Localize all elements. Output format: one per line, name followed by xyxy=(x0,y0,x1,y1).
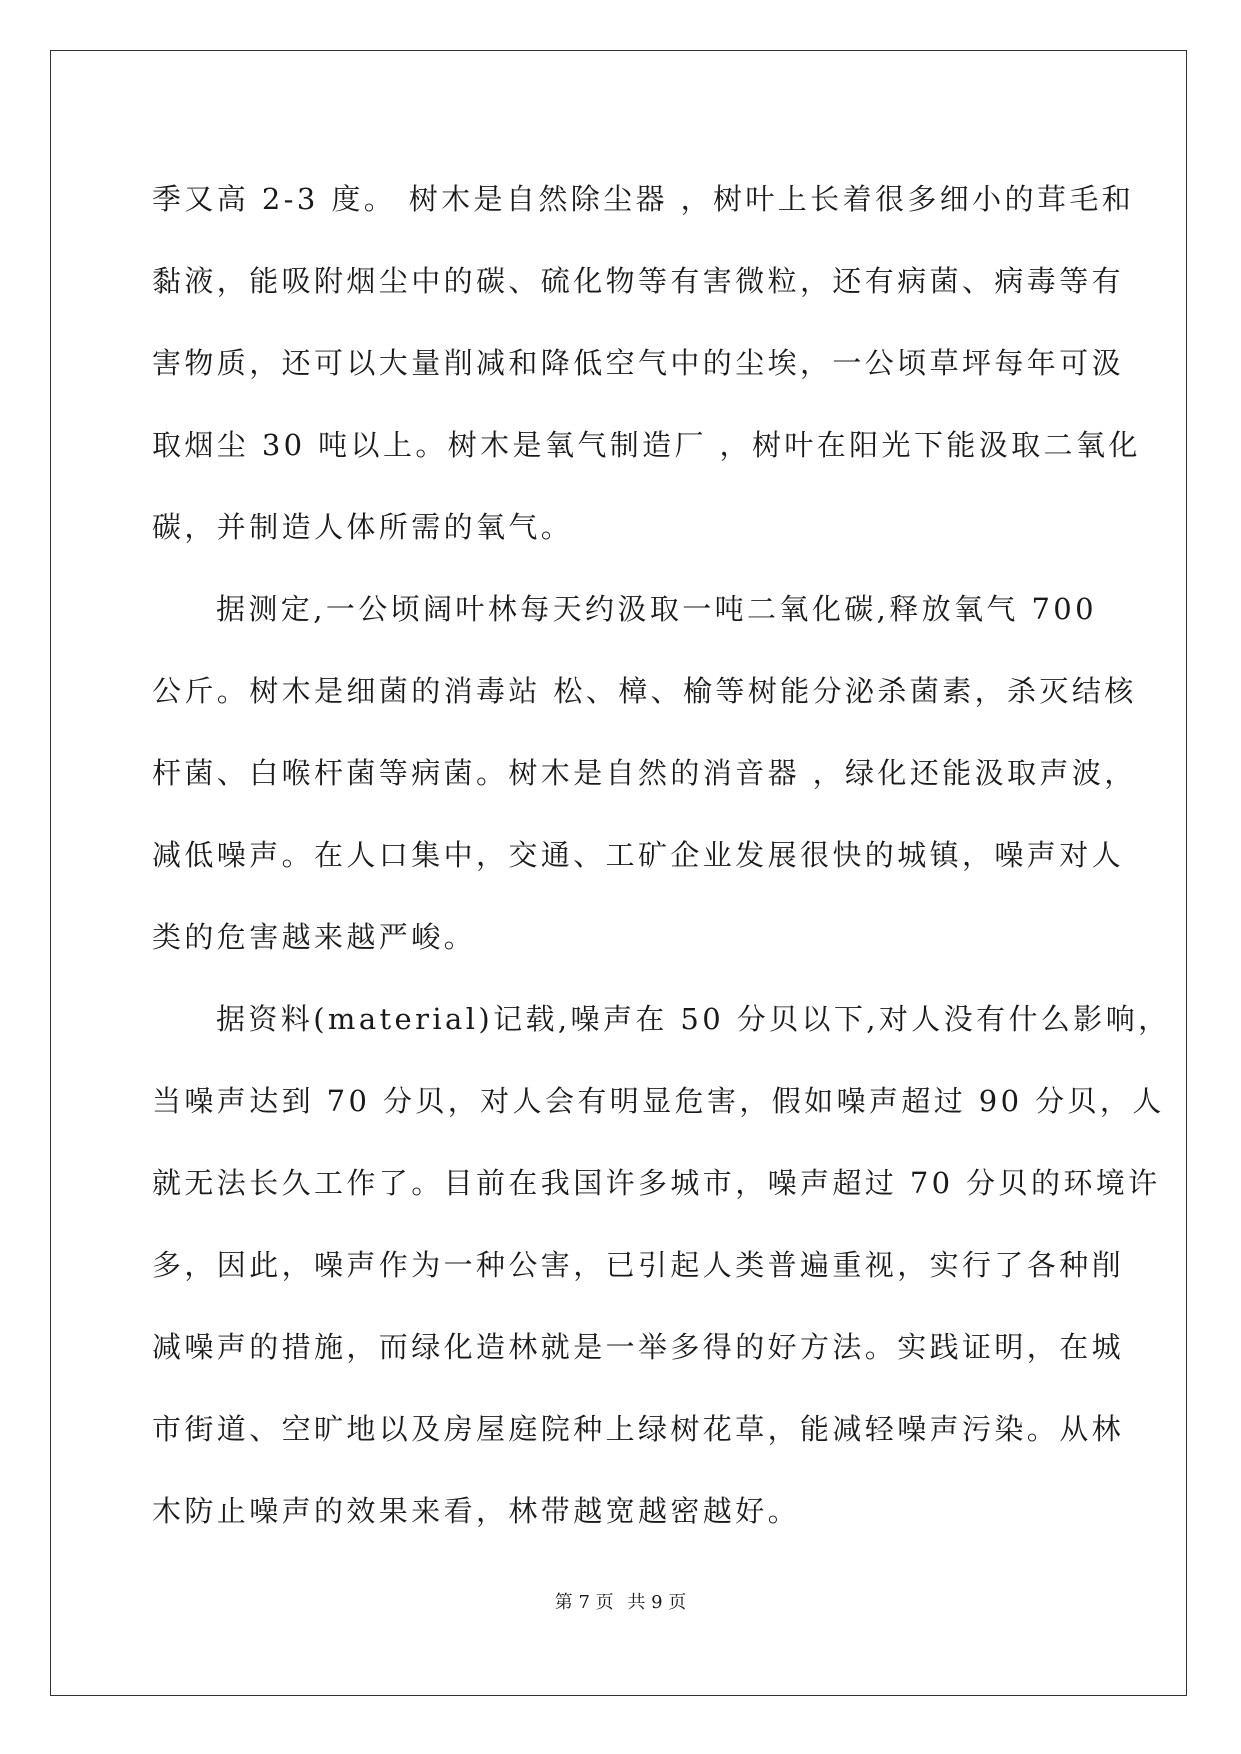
text-line: 当噪声达到 70 分贝，对人会有明显危害，假如噪声超过 90 分贝，人 xyxy=(152,1084,1165,1118)
text-line: 就无法长久工作了。目前在我国许多城市，噪声超过 70 分贝的环境许 xyxy=(152,1166,1161,1200)
page-total: 共 9 页 xyxy=(627,1592,687,1613)
text-line: 多，因此，噪声作为一种公害，已引起人类普遍重视，实行了各种削 xyxy=(152,1248,1125,1282)
page-footer xyxy=(0,1588,1241,1614)
text-line: 碳，并制造人体所需的氧气。 xyxy=(152,510,574,544)
text-line: 据资料(material)记载,噪声在 50 分贝以下,对人没有什么影响， xyxy=(216,1002,1171,1036)
text-line: 木防止噪声的效果来看，林带越宽越密越好。 xyxy=(152,1494,801,1528)
text-line: 害物质，还可以大量削减和降低空气中的尘埃，一公顷草坪每年可汲 xyxy=(152,346,1125,380)
text-line: 市街道、空旷地以及房屋庭院种上绿树花草，能减轻噪声污染。从林 xyxy=(152,1412,1125,1446)
text-line: 减噪声的措施，而绿化造林就是一举多得的好方法。实践证明，在城 xyxy=(152,1330,1125,1364)
page-number: 第 7 页 xyxy=(554,1592,614,1613)
paragraph xyxy=(152,158,1141,568)
text-line: 杆菌、白喉杆菌等病菌。树木是自然的消音器 ，绿化还能汲取声波， xyxy=(152,756,1137,790)
text-line: 减低噪声。在人口集中，交通、工矿企业发展很快的城镇，噪声对人 xyxy=(152,838,1125,872)
text-line: 公斤。树木是细菌的消毒站 松、樟、榆等树能分泌杀菌素，杀灭结核 xyxy=(152,674,1137,708)
text-line: 类的危害越来越严峻。 xyxy=(152,920,477,954)
text-line: 季又高 2-3 度。 树木是自然除尘器 ，树叶上长着很多细小的茸毛和 xyxy=(152,182,1135,216)
paragraph xyxy=(152,978,1171,1552)
text-line: 黏液，能吸附烟尘中的碳、硫化物等有害微粒，还有病菌、病毒等有 xyxy=(152,264,1125,298)
text-line: 取烟尘 30 吨以上。树木是氧气制造厂 ，树叶在阳光下能汲取二氧化 xyxy=(152,428,1141,462)
document-body xyxy=(152,158,1171,1552)
text-line: 据测定,一公顷阔叶林每天约汲取一吨二氧化碳,释放氧气 700 xyxy=(216,592,1098,626)
paragraph xyxy=(152,568,1137,978)
